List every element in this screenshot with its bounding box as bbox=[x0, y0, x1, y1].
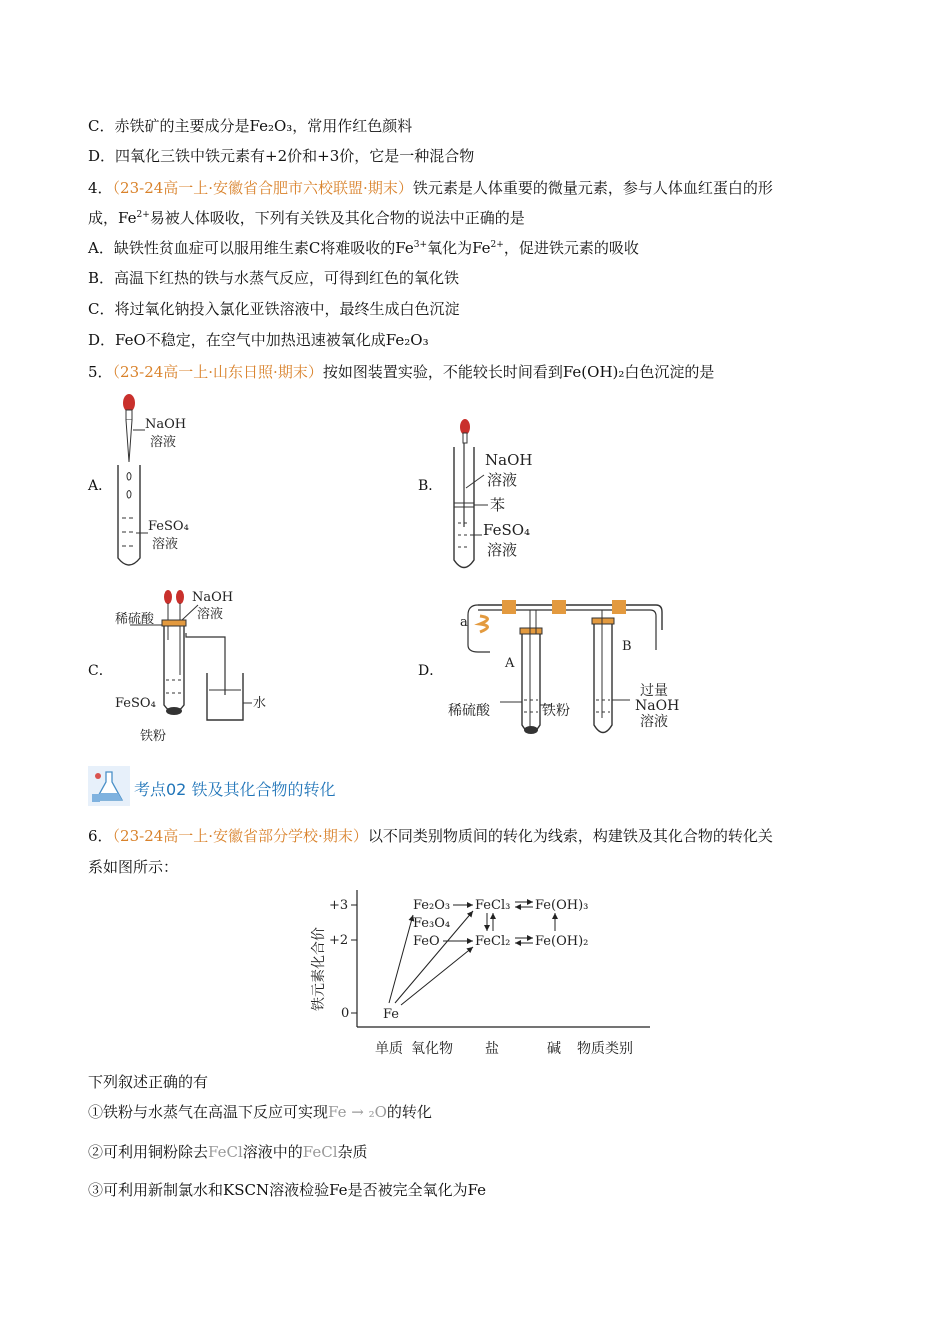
figure-a bbox=[100, 390, 220, 575]
q6-stem-line2: 系如图所示： bbox=[88, 858, 179, 876]
figb-feso4: FeSO₄ bbox=[483, 521, 531, 539]
figb-naoh: NaOH bbox=[485, 451, 533, 469]
s2c: 杂质 bbox=[337, 1143, 368, 1161]
q6-source: （23-24高一上·安徽省部分学校·期末） bbox=[112, 827, 368, 845]
figc-naoh: NaOH bbox=[192, 590, 234, 605]
option-b-label: B． bbox=[418, 478, 443, 494]
y-axis-label: 铁元素化合价 bbox=[311, 927, 327, 1011]
label-fe2o3: Fe₂O₃ bbox=[413, 898, 451, 913]
iron-powder-c bbox=[166, 707, 182, 715]
s1-formula: Fe → ₂O bbox=[328, 1103, 387, 1121]
s1b: 的转化 bbox=[386, 1103, 432, 1121]
figd-a: A bbox=[505, 656, 515, 671]
xtick-category: 物质类别 bbox=[577, 1041, 633, 1057]
figa-feso4: FeSO₄ bbox=[148, 519, 189, 534]
clamp-a bbox=[480, 616, 488, 632]
xtick-base: 碱 bbox=[547, 1041, 561, 1057]
dropper-neck-a bbox=[126, 410, 132, 420]
dropper-bulb-a bbox=[123, 394, 135, 412]
q4-stem bbox=[88, 178, 773, 198]
q6-stem bbox=[88, 826, 773, 846]
figb-naoh-sol: 溶液 bbox=[487, 471, 518, 489]
label-fe: Fe bbox=[383, 1007, 400, 1022]
q4-option-c: C．将过氧化钠投入氯化亚铁溶液中，最终生成白色沉淀 bbox=[88, 300, 460, 318]
option-a-label: A． bbox=[88, 478, 113, 494]
figd-acid: 稀硫酸 bbox=[448, 703, 490, 719]
q3-option-c: C．赤铁矿的主要成分是Fe₂O₃，常用作红色颜料 bbox=[88, 117, 413, 135]
q4-text: 铁元素是人体重要的微量元素，参与人体血红蛋白的形 bbox=[412, 179, 773, 197]
figd-excess: 过量 bbox=[640, 683, 668, 699]
q6-number: 6． bbox=[88, 827, 113, 845]
xtick-oxide: 氧化物 bbox=[411, 1041, 453, 1057]
figd-sol: 溶液 bbox=[640, 714, 668, 730]
statement-2 bbox=[88, 1142, 368, 1162]
figc-feso4: FeSO₄ bbox=[115, 696, 156, 711]
label-feoh3: Fe(OH)₃ bbox=[535, 898, 589, 913]
ytick-plus3: +3 bbox=[329, 898, 349, 913]
xtick-element: 单质 bbox=[375, 1041, 403, 1057]
stopper-d-b bbox=[592, 618, 614, 624]
figd-a-lower: a bbox=[460, 615, 468, 630]
q4-number: 4． bbox=[88, 179, 113, 197]
s3a: ③可利用新制氯水和KSCN溶液检验Fe bbox=[88, 1181, 348, 1199]
dropper-c2 bbox=[176, 590, 184, 604]
q4-option-d: D．FeO不稳定，在空气中加热迅速被氧化成Fe₂O₃ bbox=[88, 331, 429, 349]
figc-iron: 铁粉 bbox=[140, 729, 167, 744]
xtick-salt: 盐 bbox=[485, 1041, 499, 1057]
s3b: 是否被完全氧化为Fe bbox=[347, 1181, 487, 1199]
tube-a-d bbox=[522, 634, 540, 733]
label-feoh2: Fe(OH)₂ bbox=[535, 934, 589, 949]
s2b: 溶液中的 bbox=[242, 1143, 303, 1161]
q6-text: 以不同类别物质间的转化为线索，构建铁及其化合物的转化关 bbox=[367, 827, 773, 845]
q4-sup: 2+ bbox=[136, 210, 150, 220]
label-fecl3: FeCl₃ bbox=[475, 898, 511, 913]
ytick-plus2: +2 bbox=[329, 933, 349, 948]
q4-a-sup2: 2+ bbox=[490, 240, 504, 250]
figd-iron: 铁粉 bbox=[542, 703, 570, 719]
statement-3 bbox=[88, 1180, 486, 1200]
figa-naoh-sol: 溶液 bbox=[150, 435, 177, 450]
ytick-zero: 0 bbox=[341, 1006, 350, 1021]
drop-a1 bbox=[127, 473, 131, 481]
s2a: ②可利用铜粉除去 bbox=[88, 1143, 209, 1161]
q5-number: 5． bbox=[88, 363, 113, 381]
delivery-tube-c bbox=[186, 633, 225, 695]
q4-option-a bbox=[88, 238, 639, 258]
figb-feso4-sol: 溶液 bbox=[487, 541, 518, 559]
stopper-d-a bbox=[520, 628, 542, 634]
option-d-label: D． bbox=[418, 663, 444, 679]
figc-naoh-sol: 溶液 bbox=[197, 607, 224, 622]
s2-formula2: FeCl bbox=[302, 1143, 338, 1161]
q3-option-d: D．四氧化三铁中铁元素有+2价和+3价，它是一种混合物 bbox=[88, 147, 475, 165]
figc-acid: 稀硫酸 bbox=[115, 612, 155, 627]
q5-stem bbox=[88, 362, 714, 382]
q4-option-b: B．高温下红热的铁与水蒸气反应，可得到红色的氧化铁 bbox=[88, 269, 460, 287]
clamp-d1 bbox=[502, 600, 516, 614]
label-fecl2: FeCl₂ bbox=[475, 934, 511, 949]
q4-text2a: 成，Fe bbox=[88, 209, 137, 227]
tube-b-d bbox=[594, 624, 612, 733]
figa-naoh: NaOH bbox=[145, 417, 187, 432]
q4-a2: 氧化为Fe bbox=[427, 239, 491, 257]
q4-source: （23-24高一上·安徽省合肥市六校联盟·期末） bbox=[112, 179, 413, 197]
figure-d bbox=[440, 590, 700, 750]
statement-1 bbox=[88, 1102, 432, 1122]
s1a: ①铁粉与水蒸气在高温下反应可实现 bbox=[88, 1103, 329, 1121]
label-fe3o4: Fe₃O₄ bbox=[413, 916, 451, 931]
clamp-d3 bbox=[612, 600, 626, 614]
iron-valence-chart bbox=[305, 885, 665, 1065]
figure-b bbox=[440, 415, 570, 575]
figa-feso4-sol: 溶液 bbox=[152, 537, 179, 552]
q4-a1: A．缺铁性贫血症可以服用维生素C将难吸收的Fe bbox=[88, 239, 414, 257]
dropper-c1 bbox=[164, 590, 172, 604]
dropper-tip-a bbox=[126, 420, 132, 462]
flask-icon bbox=[88, 766, 130, 806]
drop-a2 bbox=[127, 491, 131, 499]
figd-naoh: NaOH bbox=[635, 698, 680, 714]
label-feo: FeO bbox=[413, 934, 440, 949]
figb-benzene: 苯 bbox=[490, 496, 506, 514]
q4-text2b: 易被人体吸收，下列有关铁及其化合物的说法中正确的是 bbox=[149, 209, 525, 227]
q4-stem-line2 bbox=[88, 208, 525, 228]
clamp-d2 bbox=[552, 600, 566, 614]
q4-a-sup1: 3+ bbox=[413, 240, 428, 250]
q5-source: （23-24高一上·山东日照·期末） bbox=[112, 363, 323, 381]
test-tube-c bbox=[164, 626, 184, 712]
figd-b: B bbox=[622, 639, 632, 654]
option-c-label: C． bbox=[88, 663, 113, 679]
stopper-c bbox=[162, 620, 186, 626]
figure-c bbox=[110, 585, 280, 750]
q5-text: 按如图装置实验，不能较长时间看到Fe(OH)₂白色沉淀的是 bbox=[322, 363, 715, 381]
q4-a3: ，促进铁元素的吸收 bbox=[503, 239, 639, 257]
figc-water: 水 bbox=[253, 696, 267, 711]
q6-prompt: 下列叙述正确的有 bbox=[88, 1073, 209, 1091]
s2-formula1: FeCl bbox=[208, 1143, 243, 1161]
section-heading: 考点02 铁及其化合物的转化 bbox=[134, 780, 336, 799]
